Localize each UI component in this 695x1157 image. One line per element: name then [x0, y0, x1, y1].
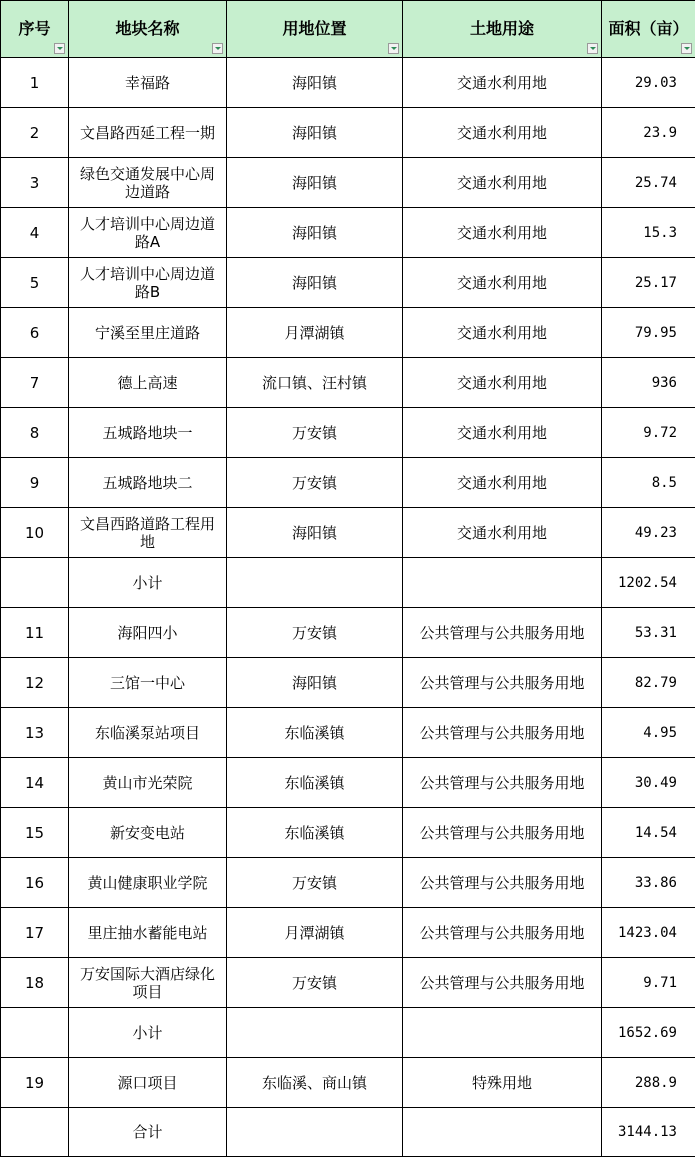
cell-seq[interactable]	[1, 558, 69, 608]
cell-seq[interactable]	[1, 1008, 69, 1058]
cell-area[interactable]: 9.72	[602, 408, 695, 458]
cell-usage[interactable]: 公共管理与公共服务用地	[403, 758, 602, 808]
cell-name[interactable]: 五城路地块一	[69, 408, 227, 458]
cell-area[interactable]: 79.95	[602, 308, 695, 358]
cell-usage[interactable]: 公共管理与公共服务用地	[403, 958, 602, 1008]
table-row	[1, 208, 695, 258]
cell-location[interactable]: 海阳镇	[227, 208, 403, 258]
cell-name[interactable]: 五城路地块二	[69, 458, 227, 508]
cell-name[interactable]: 文昌路西延工程一期	[69, 108, 227, 158]
cell-location[interactable]: 东临溪、商山镇	[227, 1058, 403, 1108]
cell-name[interactable]: 万安国际大酒店绿化项目	[69, 958, 227, 1008]
cell-location[interactable]: 东临溪镇	[227, 808, 403, 858]
cell-seq[interactable]: 7	[1, 358, 69, 408]
header-seq-label: 序号	[18, 19, 51, 38]
cell-name[interactable]: 新安变电站	[69, 808, 227, 858]
header-usage-label: 土地用途	[469, 19, 534, 38]
cell-usage[interactable]: 交通水利用地	[403, 158, 602, 208]
table-row	[1, 108, 695, 158]
cell-name[interactable]: 源口项目	[69, 1058, 227, 1108]
table-row	[1, 658, 695, 708]
cell-name[interactable]: 三馆一中心	[69, 658, 227, 708]
cell-name[interactable]: 幸福路	[69, 58, 227, 108]
cell-location[interactable]: 万安镇	[227, 958, 403, 1008]
cell-seq[interactable]: 17	[1, 908, 69, 958]
cell-usage[interactable]: 公共管理与公共服务用地	[403, 858, 602, 908]
cell-location[interactable]: 海阳镇	[227, 58, 403, 108]
table-row	[1, 258, 695, 308]
cell-area[interactable]: 9.71	[602, 958, 695, 1008]
header-row	[1, 1, 695, 58]
cell-name[interactable]: 小计	[69, 1008, 227, 1058]
header-location-label: 用地位置	[282, 19, 347, 38]
cell-name[interactable]: 德上高速	[69, 358, 227, 408]
cell-usage[interactable]: 交通水利用地	[403, 208, 602, 258]
cell-usage[interactable]	[403, 1108, 602, 1157]
cell-location[interactable]: 海阳镇	[227, 258, 403, 308]
cell-name[interactable]: 文昌西路道路工程用地	[69, 508, 227, 558]
cell-usage[interactable]: 公共管理与公共服务用地	[403, 608, 602, 658]
cell-name[interactable]: 人才培训中心周边道路B	[69, 258, 227, 308]
cell-usage[interactable]: 公共管理与公共服务用地	[403, 808, 602, 858]
table-row	[1, 358, 695, 408]
header-name-label: 地块名称	[115, 19, 180, 38]
cell-area[interactable]: 8.5	[602, 458, 695, 508]
cell-area[interactable]: 53.31	[602, 608, 695, 658]
cell-seq[interactable]	[1, 1108, 69, 1157]
cell-name[interactable]: 里庄抽水蓄能电站	[69, 908, 227, 958]
cell-location[interactable]: 万安镇	[227, 858, 403, 908]
cell-area[interactable]: 15.3	[602, 208, 695, 258]
cell-seq[interactable]: 2	[1, 108, 69, 158]
cell-usage[interactable]: 交通水利用地	[403, 258, 602, 308]
header-seq	[1, 1, 69, 58]
cell-usage[interactable]: 特殊用地	[403, 1058, 602, 1108]
cell-area[interactable]: 1652.69	[602, 1008, 695, 1058]
cell-area[interactable]: 30.49	[602, 758, 695, 808]
table-row	[1, 458, 695, 508]
cell-seq[interactable]: 8	[1, 408, 69, 458]
cell-name[interactable]: 黄山健康职业学院	[69, 858, 227, 908]
cell-usage[interactable]: 公共管理与公共服务用地	[403, 708, 602, 758]
cell-name[interactable]: 黄山市光荣院	[69, 758, 227, 808]
filter-dropdown-icon[interactable]	[681, 43, 692, 54]
header-area-label: 面积（亩）	[608, 19, 689, 38]
table-row	[1, 958, 695, 1008]
cell-area[interactable]: 3144.13	[602, 1108, 695, 1157]
cell-area[interactable]: 1423.04	[602, 908, 695, 958]
cell-name[interactable]: 海阳四小	[69, 608, 227, 658]
cell-location[interactable]: 海阳镇	[227, 658, 403, 708]
cell-seq[interactable]: 19	[1, 1058, 69, 1108]
cell-seq[interactable]: 5	[1, 258, 69, 308]
cell-name[interactable]: 小计	[69, 558, 227, 608]
cell-location[interactable]: 万安镇	[227, 458, 403, 508]
table-row	[1, 608, 695, 658]
cell-usage[interactable]	[403, 1008, 602, 1058]
cell-usage[interactable]: 交通水利用地	[403, 108, 602, 158]
cell-usage[interactable]: 交通水利用地	[403, 308, 602, 358]
table-row	[1, 858, 695, 908]
cell-area[interactable]: 25.74	[602, 158, 695, 208]
table-row	[1, 308, 695, 358]
table-row	[1, 158, 695, 208]
cell-location[interactable]: 流口镇、汪村镇	[227, 358, 403, 408]
cell-name[interactable]: 人才培训中心周边道路A	[69, 208, 227, 258]
cell-usage[interactable]: 交通水利用地	[403, 358, 602, 408]
filter-dropdown-icon[interactable]	[54, 43, 65, 54]
cell-area[interactable]: 29.03	[602, 58, 695, 108]
cell-area[interactable]: 23.9	[602, 108, 695, 158]
table-row	[1, 808, 695, 858]
table-row	[1, 408, 695, 458]
cell-location[interactable]: 东临溪镇	[227, 708, 403, 758]
cell-area[interactable]: 33.86	[602, 858, 695, 908]
cell-location[interactable]: 万安镇	[227, 608, 403, 658]
cell-area[interactable]: 4.95	[602, 708, 695, 758]
cell-seq[interactable]: 18	[1, 958, 69, 1008]
table-row	[1, 1058, 695, 1108]
table-body	[1, 58, 695, 1157]
cell-area[interactable]: 82.79	[602, 658, 695, 708]
cell-location[interactable]	[227, 1108, 403, 1157]
cell-location[interactable]: 海阳镇	[227, 158, 403, 208]
cell-location[interactable]: 海阳镇	[227, 108, 403, 158]
cell-location[interactable]: 月潭湖镇	[227, 308, 403, 358]
header-name	[69, 1, 227, 58]
cell-usage[interactable]: 交通水利用地	[403, 58, 602, 108]
filter-dropdown-icon[interactable]	[587, 43, 598, 54]
cell-seq[interactable]: 11	[1, 608, 69, 658]
cell-area[interactable]: 288.9	[602, 1058, 695, 1108]
cell-seq[interactable]: 10	[1, 508, 69, 558]
table-row	[1, 58, 695, 108]
cell-usage[interactable]: 公共管理与公共服务用地	[403, 658, 602, 708]
table-row	[1, 758, 695, 808]
filter-dropdown-icon[interactable]	[212, 43, 223, 54]
table-row	[1, 508, 695, 558]
cell-name[interactable]: 合计	[69, 1108, 227, 1157]
header-area	[602, 1, 695, 58]
cell-seq[interactable]: 16	[1, 858, 69, 908]
cell-usage[interactable]	[403, 558, 602, 608]
header-location	[227, 1, 403, 58]
cell-seq[interactable]: 6	[1, 308, 69, 358]
cell-name[interactable]: 东临溪泵站项目	[69, 708, 227, 758]
cell-area[interactable]: 25.17	[602, 258, 695, 308]
cell-area[interactable]: 936	[602, 358, 695, 408]
cell-name[interactable]: 绿色交通发展中心周边道路	[69, 158, 227, 208]
table-row	[1, 908, 695, 958]
table-row	[1, 1008, 695, 1058]
cell-usage[interactable]: 公共管理与公共服务用地	[403, 908, 602, 958]
cell-location[interactable]: 月潭湖镇	[227, 908, 403, 958]
cell-usage[interactable]: 交通水利用地	[403, 508, 602, 558]
cell-seq[interactable]: 3	[1, 158, 69, 208]
cell-seq[interactable]: 15	[1, 808, 69, 858]
cell-seq[interactable]: 9	[1, 458, 69, 508]
cell-location[interactable]: 万安镇	[227, 408, 403, 458]
header-usage	[403, 1, 602, 58]
cell-seq[interactable]: 12	[1, 658, 69, 708]
cell-usage[interactable]: 交通水利用地	[403, 408, 602, 458]
table-row	[1, 708, 695, 758]
cell-location[interactable]	[227, 1008, 403, 1058]
cell-seq[interactable]: 1	[1, 58, 69, 108]
cell-usage[interactable]: 交通水利用地	[403, 458, 602, 508]
table-row	[1, 1108, 695, 1157]
cell-area[interactable]: 1202.54	[602, 558, 695, 608]
cell-name[interactable]: 宁溪至里庄道路	[69, 308, 227, 358]
cell-seq[interactable]: 13	[1, 708, 69, 758]
table-row	[1, 558, 695, 608]
cell-seq[interactable]: 14	[1, 758, 69, 808]
cell-location[interactable]: 海阳镇	[227, 508, 403, 558]
cell-area[interactable]: 49.23	[602, 508, 695, 558]
cell-seq[interactable]: 4	[1, 208, 69, 258]
cell-area[interactable]: 14.54	[602, 808, 695, 858]
filter-dropdown-icon[interactable]	[388, 43, 399, 54]
cell-location[interactable]: 东临溪镇	[227, 758, 403, 808]
cell-location[interactable]	[227, 558, 403, 608]
